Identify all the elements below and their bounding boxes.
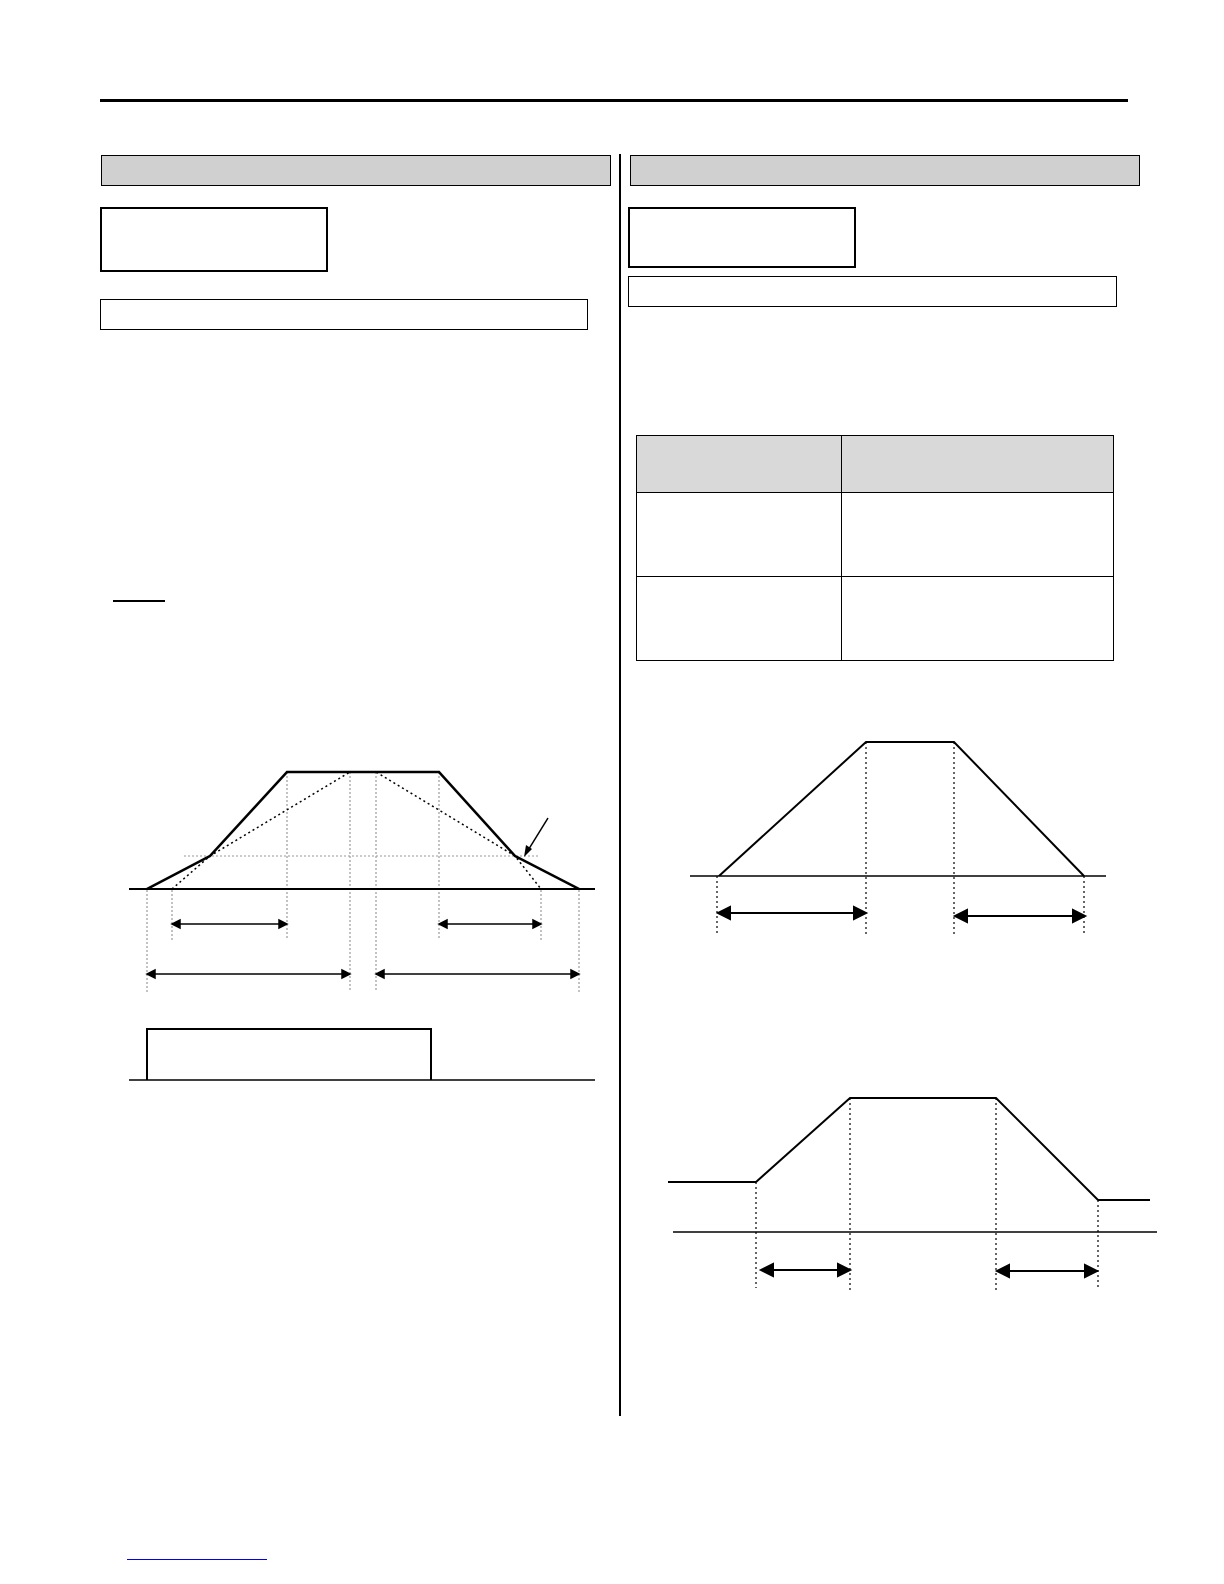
- footer-link[interactable]: [127, 1556, 267, 1560]
- right2-trapezoid-profile: [668, 1098, 1150, 1200]
- right1-trapezoid-profile: [719, 742, 1084, 876]
